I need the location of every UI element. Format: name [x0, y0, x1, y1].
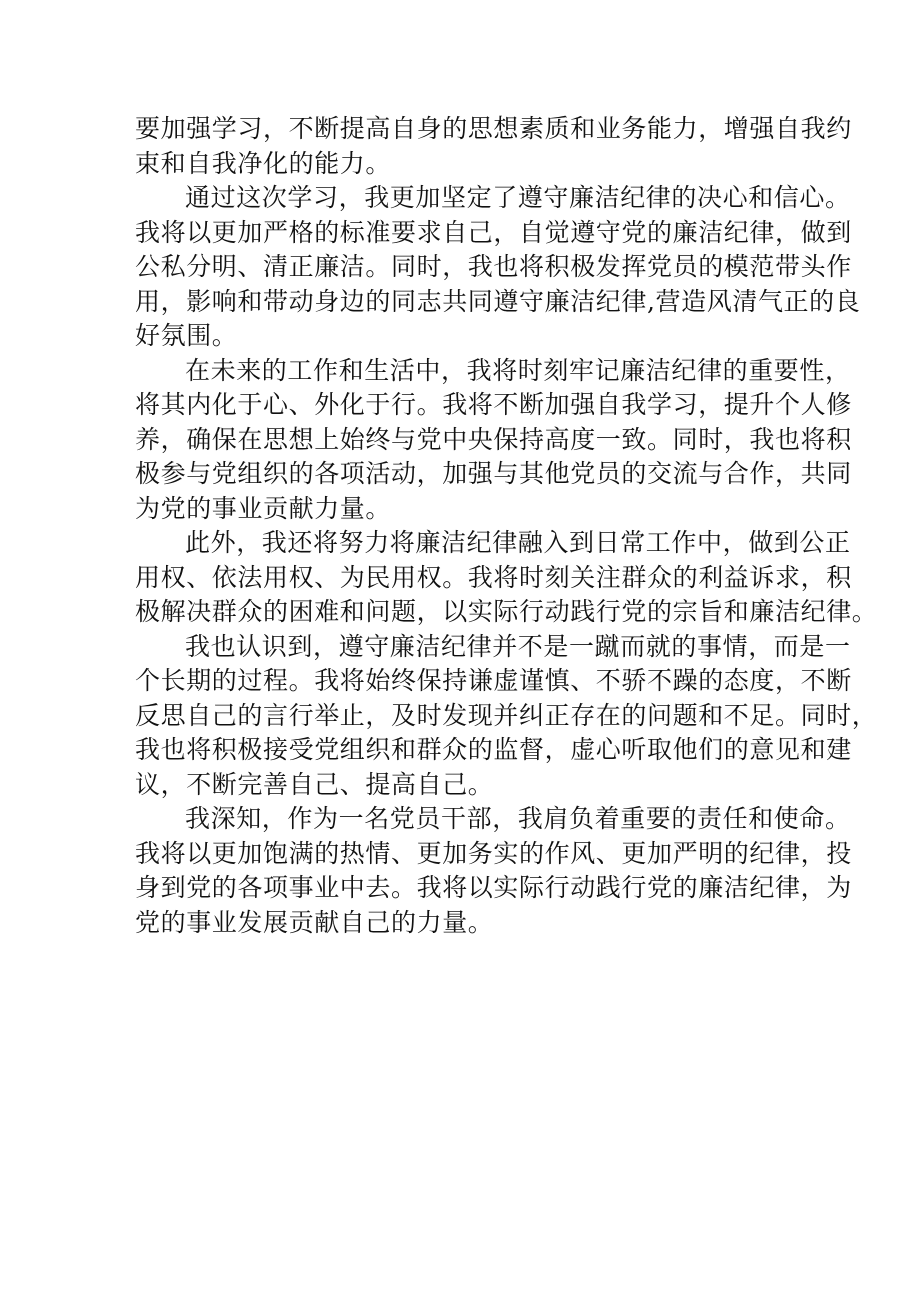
document-body [135, 112, 878, 940]
text-line: 极解决群众的困难和问题，以实际行动践行党的宗旨和廉洁纪律。 [135, 597, 878, 626]
text-line: 养，确保在思想上始终与党中央保持高度一致。同时，我也将积 [135, 424, 852, 454]
paragraph-start-line: 此外，我还将努力将廉洁纪律融入到日常工作中，做到公正 [185, 528, 851, 557]
text-line: 为党的事业贡献力量。 [135, 493, 392, 523]
text-line: 极参与党组织的各项活动，加强与其他党员的交流与合作，共同 [135, 459, 852, 488]
text-line: 我也将积极接受党组织和群众的监督，虚心听取他们的意见和建 [135, 735, 852, 764]
text-line: 个长期的过程。我将始终保持谦虚谨慎、不骄不躁的态度，不断 [135, 666, 852, 695]
paragraph-start-line: 通过这次学习，我更加坚定了遵守廉洁纪律的决心和信心。 [185, 183, 851, 212]
paragraph-start-line: 我深知，作为一名党员干部，我肩负着重要的责任和使命。 [185, 804, 851, 833]
text-line: 我将以更加饱满的热情、更加务实的作风、更加严明的纪律，投 [135, 838, 852, 868]
paragraph-start-line: 我也认识到，遵守廉洁纪律并不是一蹴而就的事情，而是一 [185, 631, 851, 661]
text-line: 党的事业发展贡献自己的力量。 [135, 907, 494, 937]
text-line: 将其内化于心、外化于行。我将不断加强自我学习，提升个人修 [135, 390, 852, 419]
text-line: 身到党的各项事业中去。我将以实际行动践行党的廉洁纪律，为 [135, 873, 852, 902]
text-line: 用权、依法用权、为民用权。我将时刻关注群众的利益诉求，积 [135, 562, 852, 592]
paragraph-start-line: 在未来的工作和生活中，我将时刻牢记廉洁纪律的重要性， [185, 355, 851, 385]
text-line: 要加强学习，不断提高自身的思想素质和业务能力，增强自我约 [135, 114, 852, 143]
text-line: 好氛围。 [135, 321, 238, 350]
text-line: 公私分明、清正廉洁。同时，我也将积极发挥党员的模范带头作 [135, 252, 852, 281]
text-line: 用，影响和带动身边的同志共同遵守廉洁纪律,营造风清气正的良 [135, 286, 861, 316]
text-line: 束和自我净化的能力。 [135, 148, 392, 178]
text-line: 议，不断完善自己、提高自己。 [135, 769, 494, 799]
text-line: 我将以更加严格的标准要求自己，自觉遵守党的廉洁纪律，做到 [135, 217, 852, 247]
text-line: 反思自己的言行举止，及时发现并纠正存在的问题和不足。同时， [135, 700, 878, 730]
